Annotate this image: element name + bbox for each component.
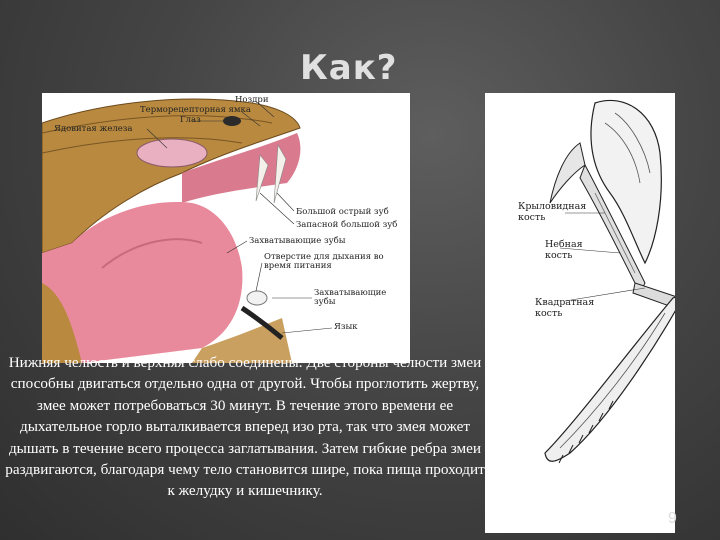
- label-large-fang: Большой острый зуб: [296, 207, 389, 217]
- caption-text: Нижняя челюсть и верхняя слабо соединены. Две стороны челюсти змеи способны двигаться отдельно одна от другой. Чтобы проглотить жертву, змее может потребоваться 30 минут. В течение этого времени ее дыхательное горло выталкивается вперед изо рта, так что змея может дышать в течение всего процесса заглатывания. Затем гибкие ребра змеи раздвигаются, благодаря чему тело становится шире, пока пища проходит к желудку и кишечнику.: [5, 354, 485, 500]
- label-heat-pit: Терморецепторная ямка: [140, 105, 251, 115]
- label-breathing-hole: Отверстие для дыхания во время питания: [264, 252, 384, 271]
- label-eye: Глаз: [180, 115, 201, 125]
- label-grasping-teeth-2: Захватывающие зубы: [314, 288, 387, 307]
- label-venom-gland: Ядовитая железа: [54, 124, 133, 134]
- label-tongue: Язык: [334, 322, 358, 332]
- label-spare-fang: Запасной большой зуб: [296, 220, 398, 230]
- label-nostril: Ноздри: [235, 95, 269, 105]
- label-palatine: Небная кость: [545, 239, 583, 261]
- label-pterygoid: Крыловидная кость: [518, 201, 587, 223]
- snake-head-diagram: [42, 93, 410, 363]
- label-quadrate: Квадратная кость: [535, 297, 595, 319]
- label-grasping-teeth-1: Захватывающие зубы: [249, 236, 346, 246]
- slide-title: Как?: [300, 48, 398, 88]
- page-number: 9: [668, 510, 677, 527]
- snake-skull-diagram: [485, 93, 675, 533]
